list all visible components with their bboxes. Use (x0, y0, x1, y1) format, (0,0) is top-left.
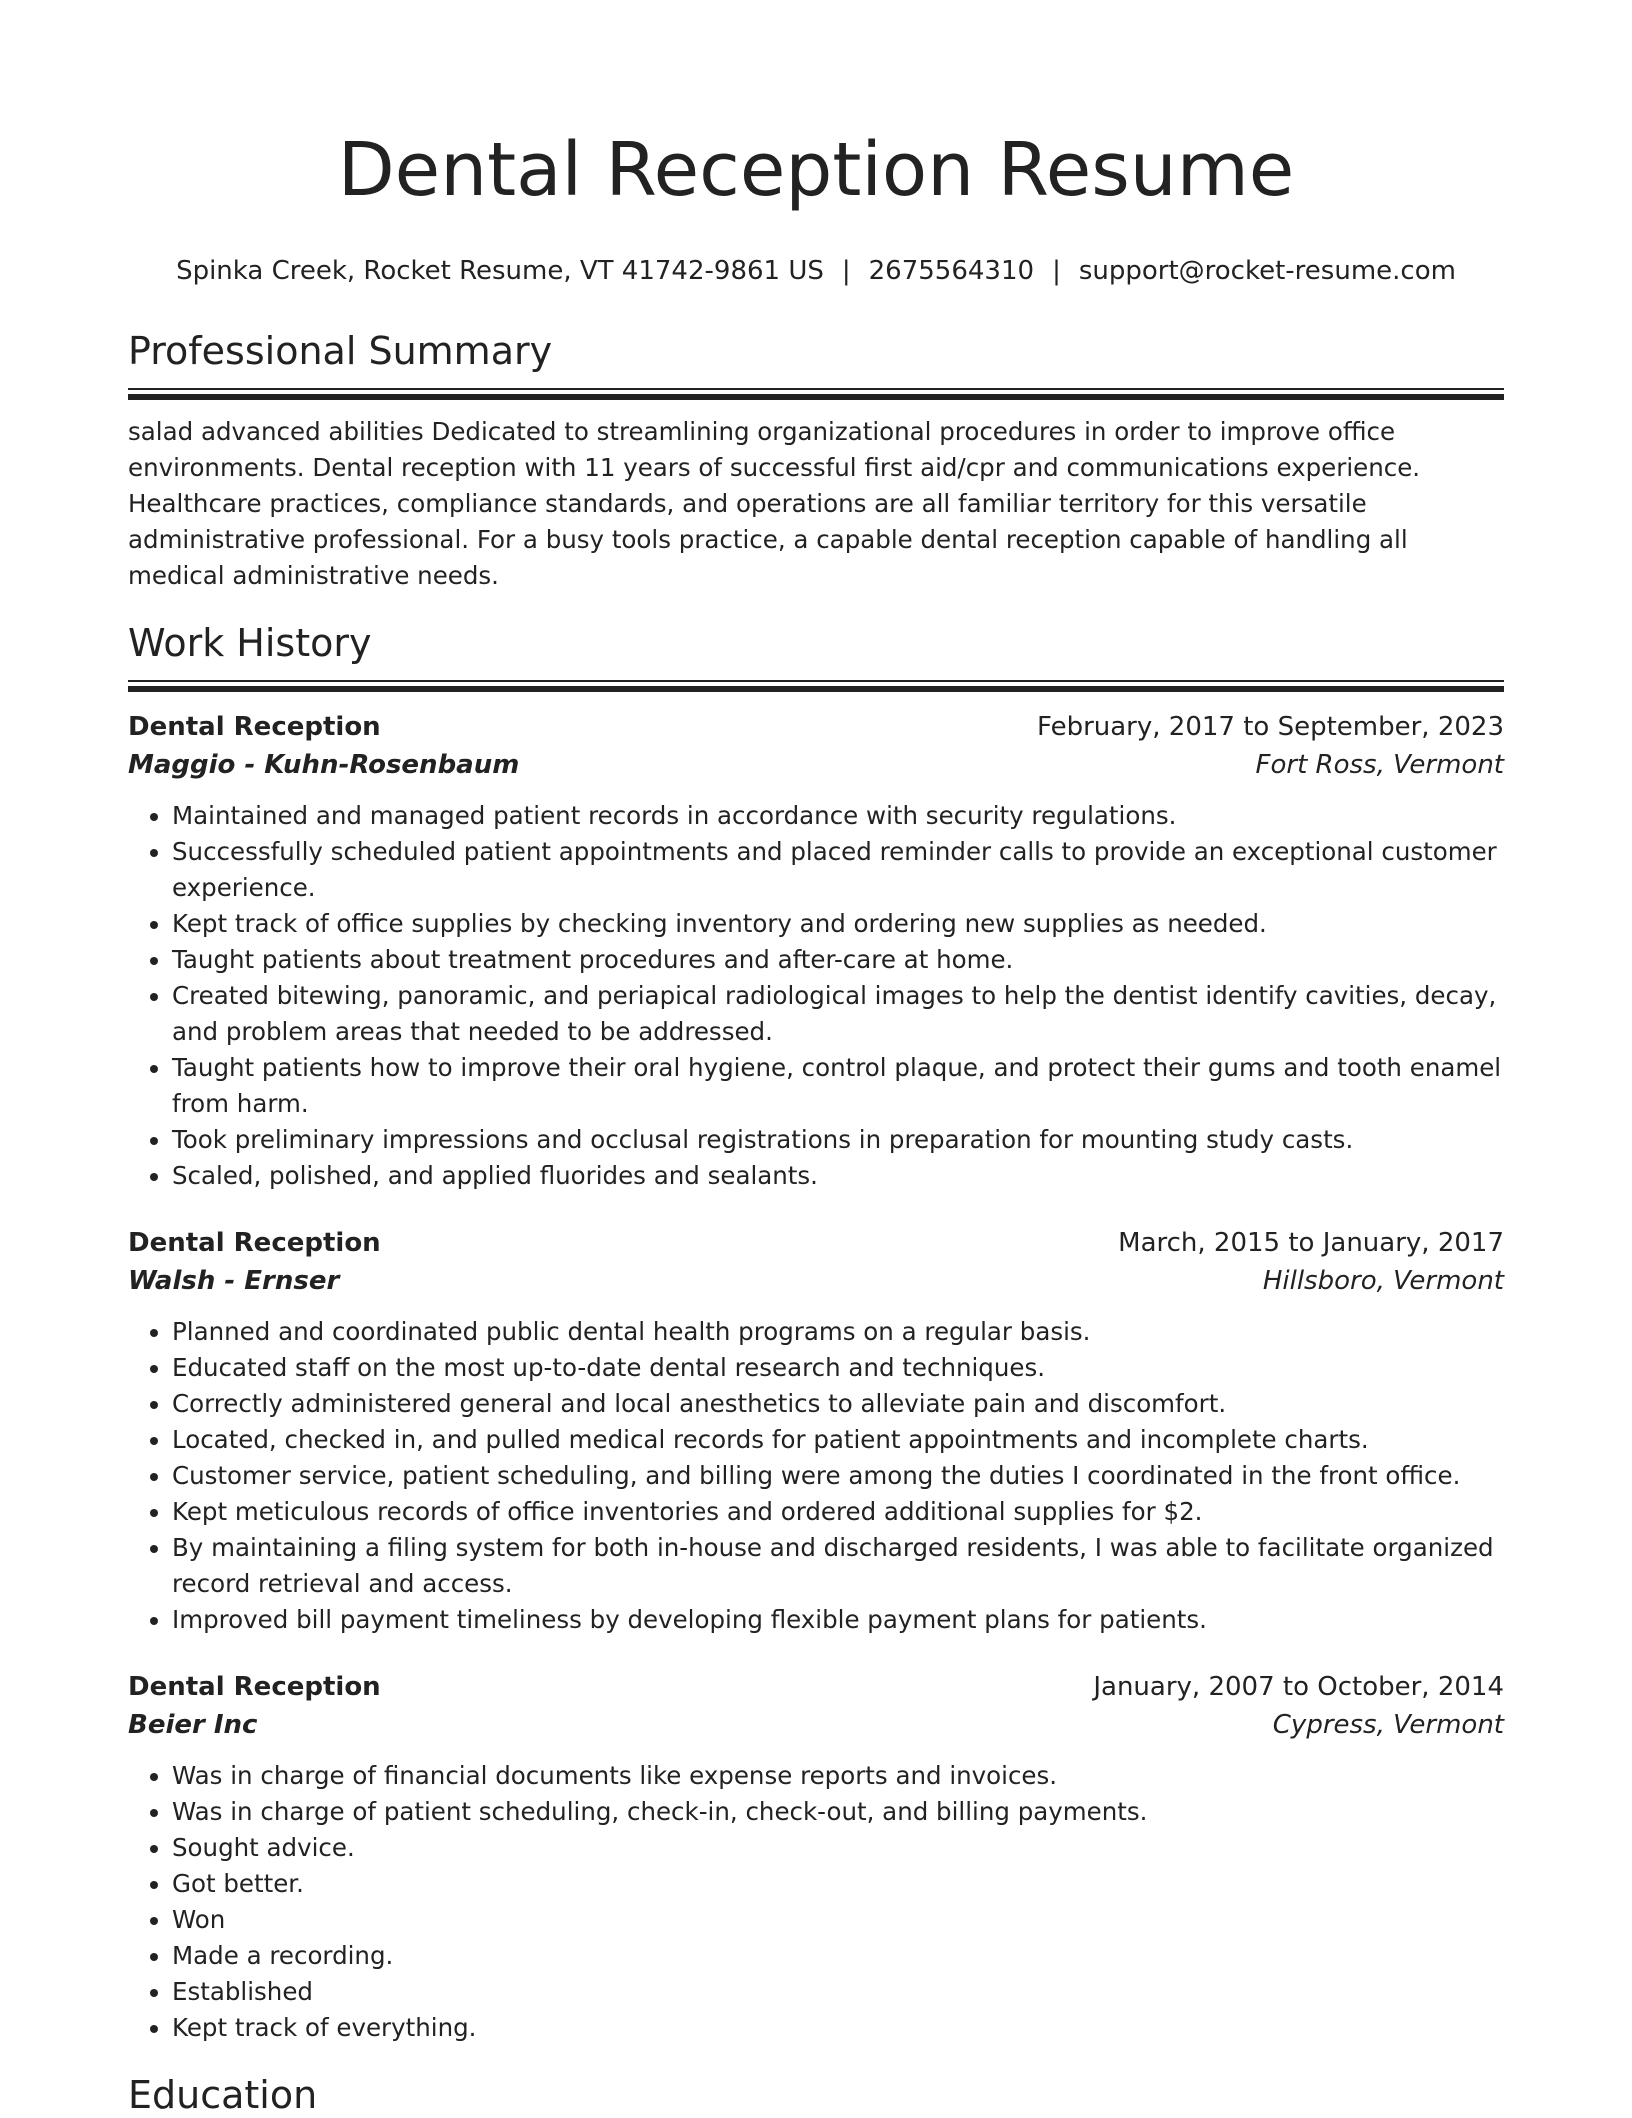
job-location: Hillsboro, Vermont (1262, 1266, 1504, 1296)
bullet-item: • Maintained and managed patient records in accordance with security regulations. (172, 798, 1504, 834)
bullet-item: • Got better. (172, 1866, 1504, 1902)
job-entry (128, 708, 1504, 1194)
job-header (128, 708, 1504, 746)
job-company: Maggio - Kuhn-Rosenbaum (128, 750, 520, 780)
job-header (128, 1668, 1504, 1706)
section-title-summary: Professional Summary (128, 329, 553, 373)
job-bullets (128, 1314, 1504, 1638)
job-location: Fort Ross, Vermont (1255, 750, 1504, 780)
summary-text: salad advanced abilities Dedicated to streamlining organizational procedures in order to improve office environments. Dental reception with 11 years of successful first aid/cpr and communications experience. Healthcare practices, compliance standards, and operations are all familiar territory for this versatile administrative professional. For a busy tools practice, a capable dental reception capable of handling all medical administrative needs. (128, 417, 1421, 590)
contact-phone: 2675564310 (868, 256, 1035, 286)
job-subheader (128, 1262, 1504, 1300)
bullet-item: • Made a recording. (172, 1938, 1504, 1974)
job-title: Dental Reception (128, 712, 381, 742)
contact-line (128, 254, 1504, 288)
bullet-item: • Taught patients about treatment procedures and after-care at home. (172, 942, 1504, 978)
job-header (128, 1224, 1504, 1262)
bullet-item: • Kept meticulous records of office inventories and ordered additional supplies for $2. (172, 1494, 1504, 1530)
job-bullets (128, 798, 1504, 1194)
job-dates: March, 2015 to January, 2017 (1118, 1228, 1504, 1258)
bullet-item: • Planned and coordinated public dental health programs on a regular basis. (172, 1314, 1504, 1350)
job-company: Walsh - Ernser (128, 1266, 340, 1296)
bullet-item: • Established (172, 1974, 1504, 2010)
job-subheader (128, 746, 1504, 784)
contact-separator: | (1052, 256, 1061, 286)
section-title-work-history: Work History (128, 621, 372, 665)
job-title: Dental Reception (128, 1672, 381, 1702)
job-bullets (128, 1758, 1504, 2046)
section-rule (128, 388, 1504, 400)
summary-section (128, 328, 1504, 594)
bullet-item: • Educated staff on the most up-to-date dental research and techniques. (172, 1350, 1504, 1386)
section-title-education: Education (128, 2073, 318, 2117)
bullet-item: • Scaled, polished, and applied fluorides and sealants. (172, 1158, 1504, 1194)
bullet-item: • Created bitewing, panoramic, and periapical radiological images to help the dentist identify cavities, decay, and problem areas that needed to be addressed. (172, 978, 1504, 1050)
bullet-item: • By maintaining a filing system for both in-house and discharged residents, I was able to facilitate organized record retrieval and access. (172, 1530, 1504, 1602)
bullet-item: • Taught patients how to improve their oral hygiene, control plaque, and protect their gums and tooth enamel from harm. (172, 1050, 1504, 1122)
bullet-item: • Improved bill payment timeliness by developing flexible payment plans for patients. (172, 1602, 1504, 1638)
contact-separator: | (841, 256, 851, 286)
section-rule (128, 680, 1504, 692)
contact-address: Spinka Creek, Rocket Resume, VT 41742-9861 US (176, 256, 824, 286)
bullet-item: • Took preliminary impressions and occlusal registrations in preparation for mounting study casts. (172, 1122, 1504, 1158)
job-entry (128, 1668, 1504, 2046)
resume-name: Dental Reception Resume (337, 127, 1295, 213)
contact-email: support@rocket-resume.com (1078, 256, 1456, 286)
bullet-item: • Kept track of office supplies by checking inventory and ordering new supplies as needed. (172, 906, 1504, 942)
job-entry (128, 1224, 1504, 1638)
bullet-item: • Was in charge of patient scheduling, check-in, check-out, and billing payments. (172, 1794, 1504, 1830)
bullet-item: • Located, checked in, and pulled medical records for patient appointments and incomplete charts. (172, 1422, 1504, 1458)
bullet-item: • Sought advice. (172, 1830, 1504, 1866)
job-location: Cypress, Vermont (1272, 1710, 1504, 1740)
bullet-item: • Kept track of everything. (172, 2010, 1504, 2046)
job-title: Dental Reception (128, 1228, 381, 1258)
job-company: Beier Inc (128, 1710, 258, 1740)
education-section (128, 2072, 1504, 2118)
bullet-item: • Customer service, patient scheduling, and billing were among the duties I coordinated in the front office. (172, 1458, 1504, 1494)
bullet-item: • Was in charge of financial documents like expense reports and invoices. (172, 1758, 1504, 1794)
bullet-item: • Successfully scheduled patient appointments and placed reminder calls to provide an exceptional customer experience. (172, 834, 1504, 906)
bullet-item: • Won (172, 1902, 1504, 1938)
work-history-section (128, 620, 1504, 2046)
job-subheader (128, 1706, 1504, 1744)
bullet-item: • Correctly administered general and local anesthetics to alleviate pain and discomfort. (172, 1386, 1504, 1422)
job-dates: February, 2017 to September, 2023 (1037, 712, 1504, 742)
job-dates: January, 2007 to October, 2014 (1093, 1672, 1504, 1702)
